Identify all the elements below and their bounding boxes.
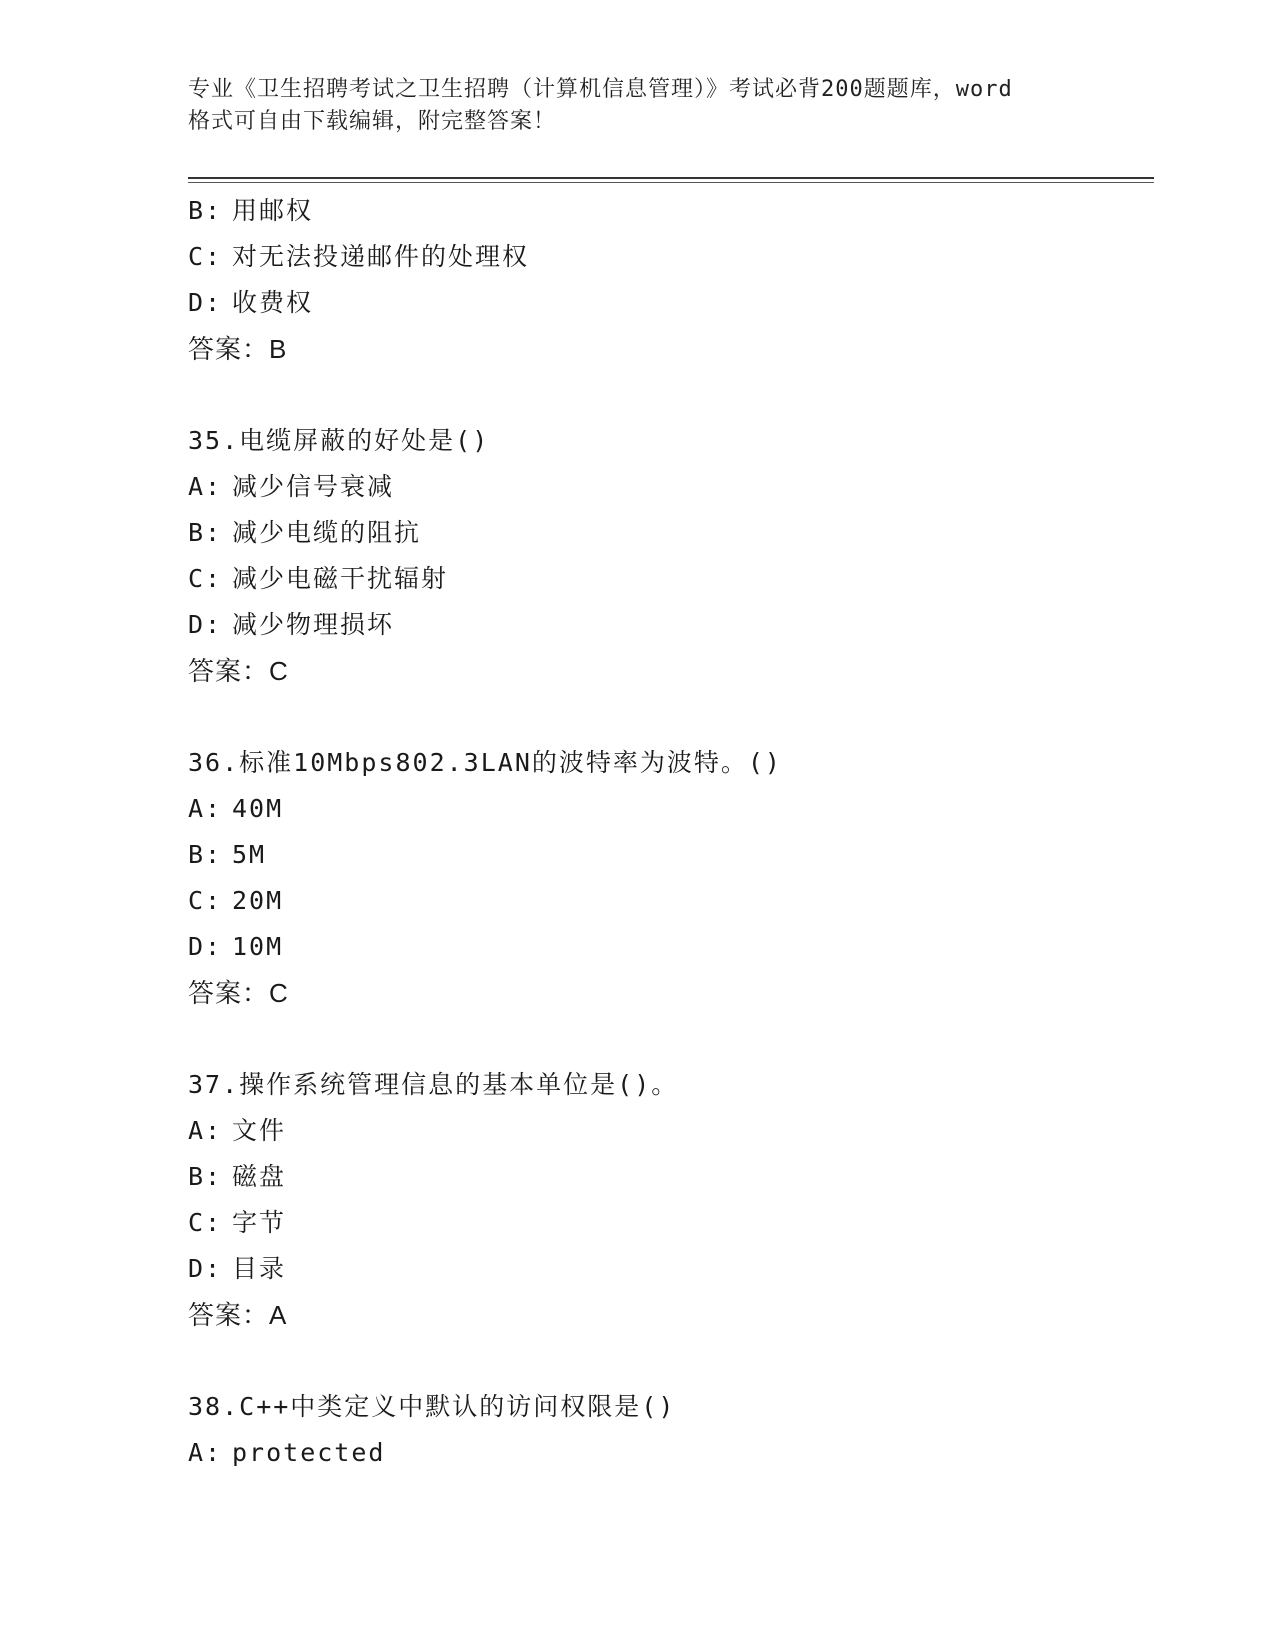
header-title-line-1: 专业《卫生招聘考试之卫生招聘（计算机信息管理）》考试必背200题题库，word <box>188 77 1013 102</box>
option-b: B: 5M <box>188 840 267 869</box>
option-d: D: 目录 <box>188 1254 287 1283</box>
header-title-line-2: 格式可自由下载编辑，附完整答案！ <box>188 109 557 134</box>
document-header <box>188 74 1088 138</box>
option-c: C: 减少电磁干扰辐射 <box>188 564 449 593</box>
question-block-36 <box>188 740 1148 1016</box>
spacer <box>188 1338 1148 1384</box>
option-a: A: 文件 <box>188 1116 287 1145</box>
question-stem: 37.操作系统管理信息的基本单位是()。 <box>188 1070 679 1099</box>
option-b: B: 减少电缆的阻抗 <box>188 518 422 547</box>
option-a: A: 减少信号衰减 <box>188 472 395 501</box>
answer-line: 答案：A <box>188 1300 288 1330</box>
option-c: C: 对无法投递邮件的处理权 <box>188 242 530 271</box>
option-a: A: 40M <box>188 794 284 823</box>
question-stem: 38.C++中类定义中默认的访问权限是() <box>188 1392 676 1421</box>
question-block-37 <box>188 1062 1148 1338</box>
question-block-38 <box>188 1384 1148 1476</box>
question-list <box>188 188 1148 1476</box>
spacer <box>188 694 1148 740</box>
header-divider-thick <box>188 177 1154 179</box>
option-c: C: 20M <box>188 886 284 915</box>
spacer <box>188 1016 1148 1062</box>
option-d: D: 减少物理损坏 <box>188 610 395 639</box>
option-d: D: 收费权 <box>188 288 314 317</box>
option-b: B: 用邮权 <box>188 196 314 225</box>
answer-line: 答案：B <box>188 334 288 364</box>
answer-line: 答案：C <box>188 656 289 686</box>
question-stem: 35.电缆屏蔽的好处是() <box>188 426 490 455</box>
option-a: A: protected <box>188 1438 386 1467</box>
question-stem: 36.标准10Mbps802.3LAN的波特率为波特。() <box>188 748 782 777</box>
answer-line: 答案：C <box>188 978 289 1008</box>
option-d: D: 10M <box>188 932 284 961</box>
header-divider-thin <box>188 182 1154 183</box>
question-block-34 <box>188 188 1148 372</box>
spacer <box>188 372 1148 418</box>
question-block-35 <box>188 418 1148 694</box>
option-c: C: 字节 <box>188 1208 287 1237</box>
option-b: B: 磁盘 <box>188 1162 287 1191</box>
